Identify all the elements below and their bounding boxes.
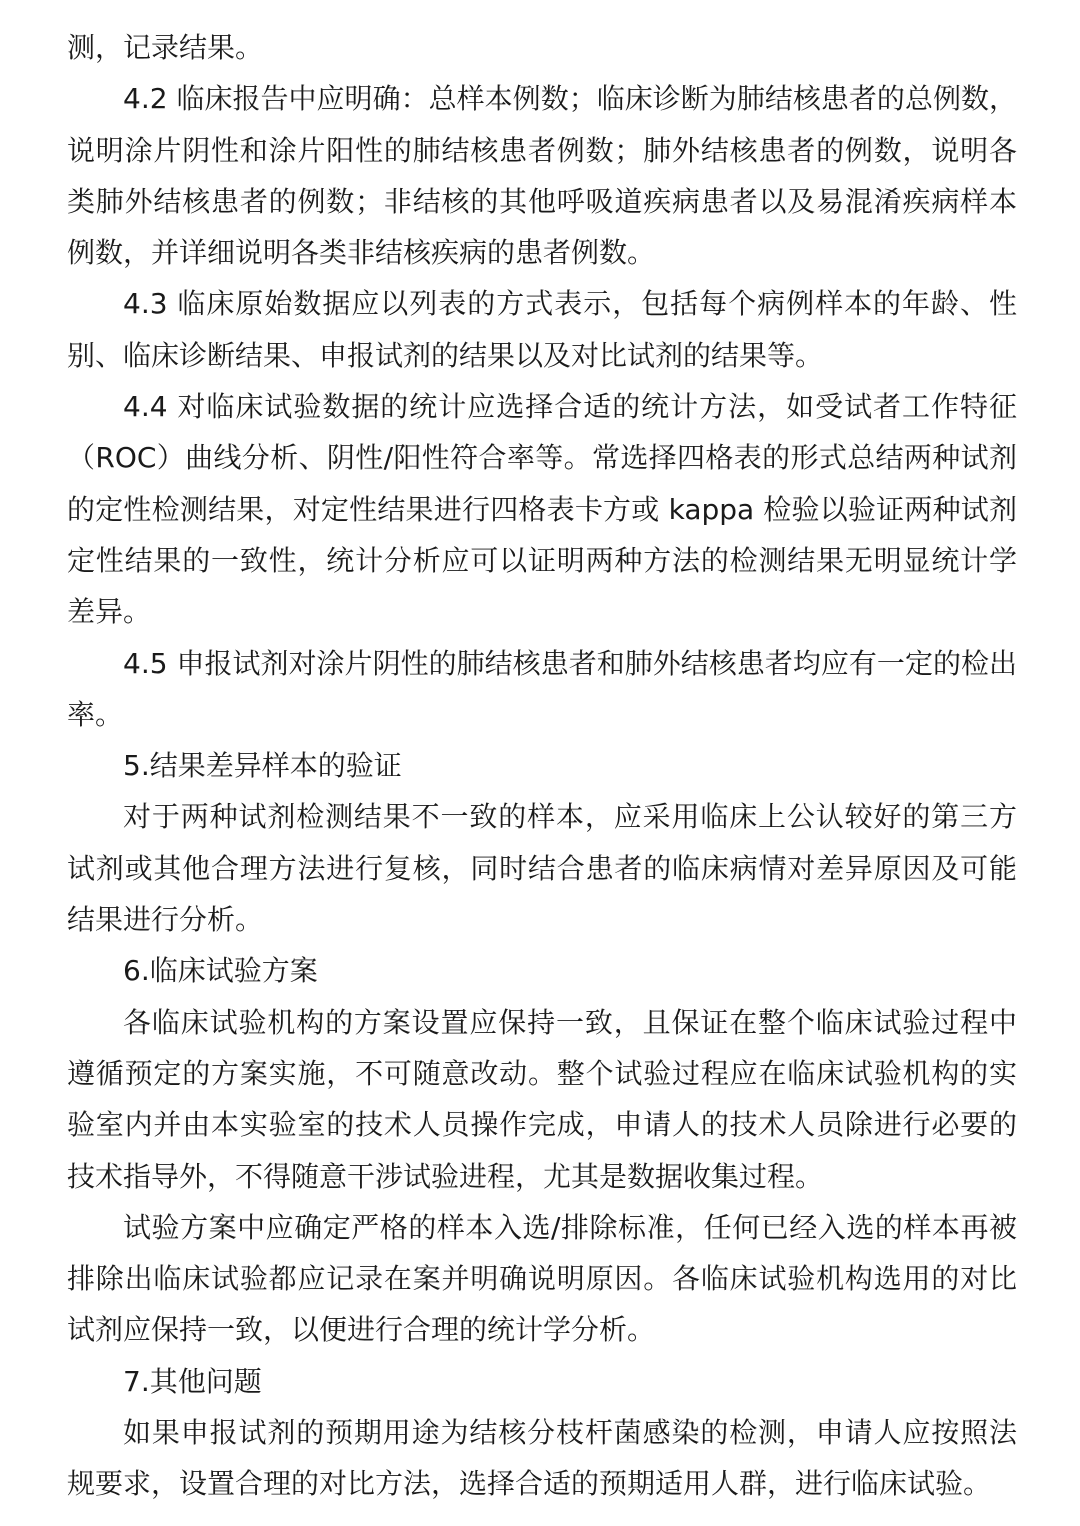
document-page	[67, 22, 1017, 1510]
section-heading-6: 6.临床试验方案	[123, 954, 318, 988]
paragraph-4-2: 4.2 临床报告中应明确：总样本例数；临床诊断为肺结核患者的总例数，说明涂片阴性和涂片阳性的肺结核患者例数；肺外结核患者的例数，说明各类肺外结核患者的例数；非结核的其他呼吸道疾病患者以及易混淆疾病样本例数，并详细说明各类非结核疾病的患者例数。	[67, 82, 1017, 270]
paragraph-6b: 试验方案中应确定严格的样本入选/排除标准，任何已经入选的样本再被排除出临床试验都应记录在案并明确说明原因。各临床试验机构选用的对比试剂应保持一致，以便进行合理的统计学分析。	[67, 1210, 1017, 1347]
section-heading-7: 7.其他问题	[123, 1364, 262, 1398]
section-heading-5: 5.结果差异样本的验证	[123, 749, 402, 783]
paragraph-5: 对于两种试剂检测结果不一致的样本，应采用临床上公认较好的第三方试剂或其他合理方法进行复核，同时结合患者的临床病情对差异原因及可能结果进行分析。	[67, 800, 1017, 937]
paragraph-7: 如果申报试剂的预期用途为结核分枝杆菌感染的检测，申请人应按照法规要求，设置合理的对比方法，选择合适的预期适用人群，进行临床试验。	[67, 1416, 1017, 1501]
paragraph-continuation: 测，记录结果。	[67, 31, 264, 64]
paragraph-6a: 各临床试验机构的方案设置应保持一致，且保证在整个临床试验过程中遵循预定的方案实施，不可随意改动。整个试验过程应在临床试验机构的实验室内并由本实验室的技术人员操作完成，申请人的技术人员除进行必要的技术指导外，不得随意干涉试验进程，尤其是数据收集过程。	[67, 1005, 1017, 1193]
paragraph-4-3: 4.3 临床原始数据应以列表的方式表示，包括每个病例样本的年龄、性别、临床诊断结果、申报试剂的结果以及对比试剂的结果等。	[67, 287, 1017, 372]
paragraph-4-5: 4.5 申报试剂对涂片阴性的肺结核患者和肺外结核患者均应有一定的检出率。	[67, 646, 1017, 731]
paragraph-4-4: 4.4 对临床试验数据的统计应选择合适的统计方法，如受试者工作特征（ROC）曲线分析、阴性/阳性符合率等。常选择四格表的形式总结两种试剂的定性检测结果，对定性结果进行四格表卡方或 kappa 检验以验证两种试剂定性结果的一致性，统计分析应可以证明两种方法的检测结果无明显统计学差异。	[67, 390, 1017, 629]
